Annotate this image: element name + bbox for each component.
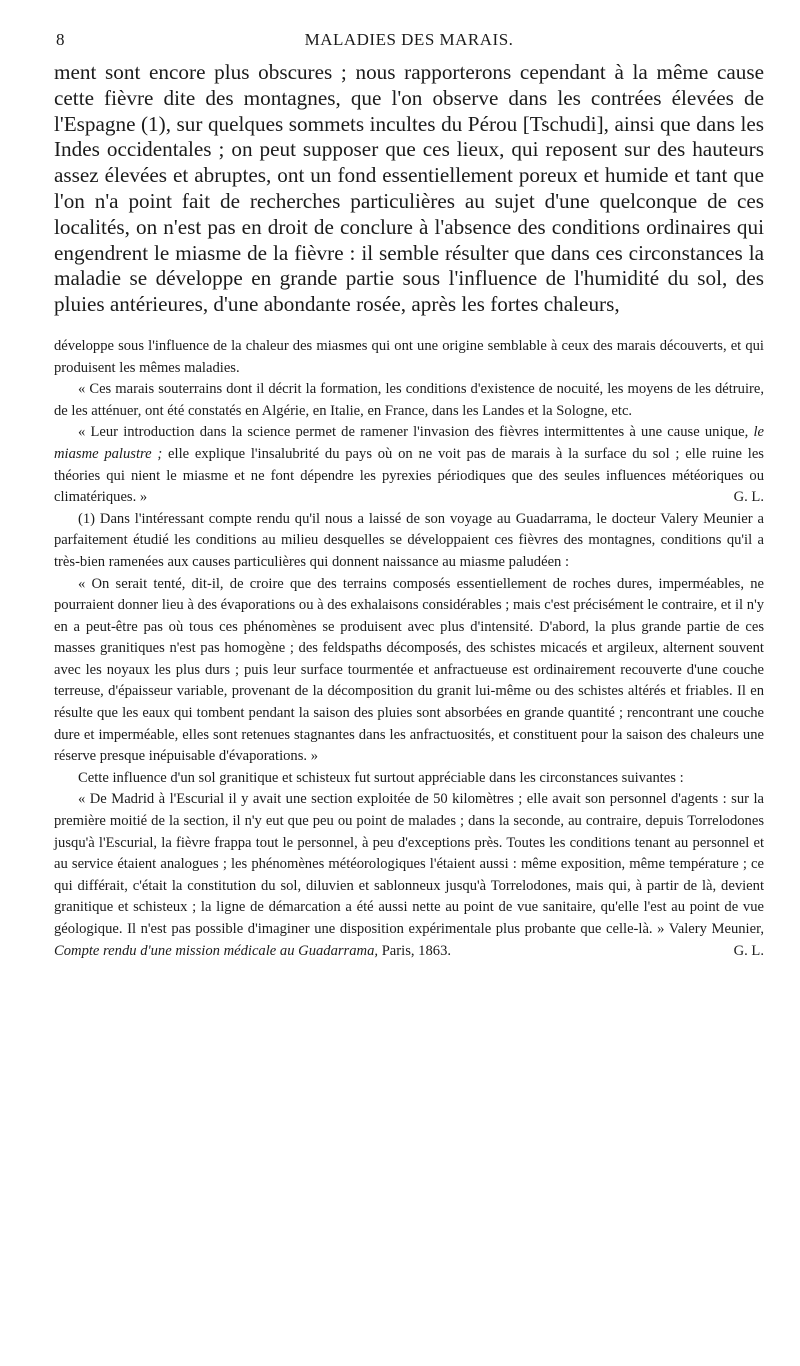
- footnote-1: (1) Dans l'intéressant compte rendu qu'il nous a laissé de son voyage au Guadarrama, le docteur Valery Meunier a parfaitement étudié les conditions au milieu desquelles se développaient ces fièvres des montagnes, conditions qu'il a très-bien ramenées aux causes particulières qui donnent naissance au miasme paludéen :: [54, 510, 764, 570]
- signature: G. L.: [733, 942, 764, 959]
- page-header: [54, 30, 764, 54]
- quote-emphasis: le miasme palustre ;: [54, 424, 764, 462]
- signature: G. L.: [733, 489, 764, 506]
- footnote-paragraph: Cette influence d'un sol granitique et schisteux fut surtout appréciable dans les circonstances suivantes :: [78, 769, 684, 786]
- citation-place-date: Paris, 1863.: [381, 942, 452, 959]
- main-paragraph: ment sont encore plus obscures ; nous rapporterons cependant à la même cause cette fièvre dite des montagnes, que l'on observe dans les contrées élevées de l'Espagne (1), sur quelques sommets incultes du Pérou [Tschudi], ainsi que dans les Indes occidentales ; on peut supposer que ces lieux, qui reposent sur des hauteurs assez élevées et abruptes, ont un fond essentiellement poreux et humide et tant que l'on n'a point fait de recherches particulières au sujet d'une quelconque de ces localités, on n'est pas en droit de conclure à l'absence des conditions ordinaires qui engendrent le miasme de la fièvre : il semble résulter que dans ces circonstances la maladie se développe en grande partie sous l'influence de l'humidité du sol, des pluies antérieures, d'une abondante rosée, après les fortes chaleurs,: [54, 60, 764, 317]
- footnote-quote-2: [54, 422, 764, 508]
- quote-text: « Leur introduction dans la science permet de ramener l'invasion des fièvres intermittentes à une cause unique,: [78, 424, 749, 441]
- book-page: [54, 30, 764, 962]
- quote-text-end: elle explique l'insalubrité du pays où on ne voit pas de marais à la surface du sol ; elle ruine les théories qui nient le miasme et ne font dépendre les pyrexies périodiques que des seules influences météoriques ou climatériques. »: [54, 445, 764, 506]
- footnote-quote-4: [54, 789, 764, 962]
- footnote-quote-1: « Ces marais souterrains dont il décrit la formation, les conditions d'existence de nocuité, les moyens de les détruire, de les atténuer, ont été constatés en Algérie, en Italie, en France, dans les Landes et la Sologne, etc.: [54, 381, 764, 419]
- page-number: 8: [56, 30, 65, 49]
- running-title: MALADIES DES MARAIS.: [304, 30, 514, 49]
- footnotes: [54, 336, 764, 962]
- citation-title: Compte rendu d'une mission médicale au Guadarrama,: [54, 942, 379, 959]
- footnote-continuation: développe sous l'influence de la chaleur des miasmes qui ont une origine semblable à ceux des marais découverts, et qui produisent les mêmes maladies.: [54, 337, 764, 376]
- quote-text: « De Madrid à l'Escurial il y avait une section exploitée de 50 kilomètres ; elle avait son personnel d'agents : sur la première moitié de la section, il n'y eut que peu ou point de malades ; dans la seconde, au contraire, depuis Torrelodones jusqu'à l'Escurial, la fièvre frappa tout le personnel, à peu d'exceptions près. Toutes les conditions tenant au personnel et au service étaient analogues ; les phénomènes météorologiques l'étaient aussi : même exposition, même température ; ce qui différait, c'était la constitution du sol, diluvien et sablonneux jusqu'à Torrelodones, mais qui, à partir de là, devient granitique et schisteux ; la ligne de démarcation a été aussi nette au point de vue sanitaire, qu'elle l'est au point de vue géologique. Il n'est pas possible d'imaginer une disposition expérimentale plus probante que celle-là. » Valery Meunier,: [54, 791, 764, 937]
- footnote-quote-3: « On serait tenté, dit-il, de croire que des terrains composés essentiellement de roches dures, imperméables, ne pourraient donner lieu à des évaporations ou à des exhalaisons considérables ; mais c'est précisément le contraire, et il n'y en a peut-être pas où tous ces phénomènes se produisent avec plus d'intensité. D'abord, la plus grande partie de ces masses granitiques n'est pas homogène ; des feldspaths décomposés, des schistes micacés et argileux, alternent souvent avec les noyaux les plus durs ; puis leur surface tourmentée et anfractueuse est ordinairement recouverte d'une couche terreuse, d'épaisseur variable, provenant de la décomposition du granit lui-même ou des schistes altérés et friables. Il en résulte que les eaux qui tombent pendant la saison des pluies sont absorbées en grande quantité ; rencontrant une couche dure et imperméable, elles sont retenues stagnantes dans les anfractuosités, et constituent pour la saison des chaleurs une réserve presque inépuisable d'évaporations. »: [54, 575, 764, 765]
